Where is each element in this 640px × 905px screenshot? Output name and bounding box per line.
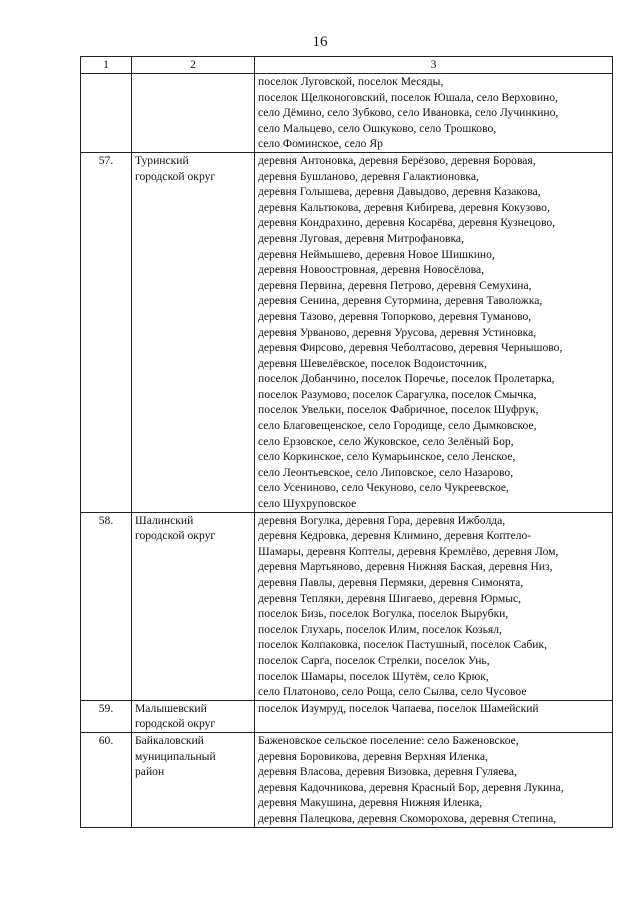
settlements-line: деревня Кадочникова, деревня Красный Бор, деревня Лукина,: [258, 780, 564, 794]
settlements-line: деревня Кедровка, деревня Климино, деревня Коптело-: [258, 529, 532, 543]
settlements-line: деревня Неймышево, деревня Новое Шишкино,: [258, 247, 495, 261]
settlements-line: Баженовское сельское поселение: село Баженовское,: [258, 733, 519, 747]
settlements-line: деревня Шевелёвское, поселок Водоисточник,: [258, 356, 487, 370]
settlements-line: поселок Добанчино, поселок Поречье, поселок Пролетарка,: [258, 372, 555, 386]
table-row: [81, 732, 613, 827]
settlements-line: село Шухруповское: [258, 497, 357, 511]
settlements-list: [255, 74, 613, 153]
settlements-line: деревня Новоостровная, деревня Новосёлова,: [258, 263, 485, 277]
municipality-name: [132, 152, 255, 512]
municipality-name-line: Байкаловский: [135, 733, 204, 747]
settlements-line: село Платоново, село Роща, село Сылва, село Чусовое: [258, 685, 527, 699]
municipality-name: [132, 74, 255, 153]
table-row: [81, 512, 613, 700]
settlements-line: деревня Боровикова, деревня Верхняя Иленка,: [258, 749, 488, 763]
settlements-line: деревня Тепляки, деревня Шигаево, деревня Юрмыс,: [258, 591, 522, 605]
settlements-line: село Усениново, село Чекуново, село Чукреевское,: [258, 481, 509, 495]
table-header-row: [81, 57, 613, 74]
settlements-line: деревня Луговая, деревня Митрофановка,: [258, 231, 464, 245]
settlements-line: поселок Изумруд, поселок Чапаева, поселок Шамейский: [258, 701, 539, 715]
row-number: 59.: [81, 700, 132, 732]
settlements-line: поселок Разумово, поселок Сарагулка, поселок Смычка,: [258, 387, 537, 401]
settlements-line: поселок Увельки, поселок Фабричное, поселок Шуфрук,: [258, 403, 539, 417]
page-number: 16: [312, 34, 328, 50]
header-cell-number: 1: [81, 57, 132, 74]
row-number: 58.: [81, 512, 132, 700]
settlements-list: [255, 732, 613, 827]
settlements-line: поселок Луговской, поселок Месяды,: [258, 75, 444, 88]
settlements-line: деревня Вогулка, деревня Гора, деревня Ижболда,: [258, 513, 506, 527]
row-number: 57.: [81, 152, 132, 512]
settlements-line: село Дёмино, село Зубково, село Ивановка, село Лучинкино,: [258, 106, 559, 120]
settlements-line: поселок Шамары, поселок Шутём, село Крюк,: [258, 669, 489, 683]
settlements-line: село Леонтьевское, село Липовское, село Назарово,: [258, 465, 514, 479]
settlements-line: поселок Щелконоговский, поселок Юшала, село Верховино,: [258, 90, 558, 104]
settlements-line: деревня Голышева, деревня Давыдово, деревня Казакова,: [258, 185, 541, 199]
settlements-table: [80, 56, 613, 828]
municipality-name: [132, 732, 255, 827]
row-number: [81, 74, 132, 153]
table-row: [81, 152, 613, 512]
municipality-name: [132, 512, 255, 700]
municipality-name-line: городской округ: [135, 529, 216, 543]
municipality-name-line: городской округ: [135, 169, 216, 183]
settlements-line: деревня Фирсово, деревня Чеболтасово, деревня Чернышово,: [258, 341, 563, 355]
municipality-name-line: район: [135, 765, 165, 779]
municipality-name-line: Шалинский: [135, 513, 194, 527]
settlements-line: деревня Палецкова, деревня Скоморохова, деревня Степина,: [258, 811, 557, 825]
settlements-line: село Коркинское, село Кумарьинское, село Ленское,: [258, 450, 516, 464]
settlements-line: поселок Бизь, поселок Вогулка, поселок Вырубки,: [258, 607, 509, 621]
municipality-name: [132, 700, 255, 732]
settlements-line: деревня Сенина, деревня Сутормина, деревня Таволожка,: [258, 294, 543, 308]
settlements-line: поселок Глухарь, поселок Илим, поселок Козьял,: [258, 622, 502, 636]
settlements-line: село Ерзовское, село Жуковское, село Зелёный Бор,: [258, 434, 514, 448]
header-cell-municipality: 2: [132, 57, 255, 74]
settlements-line: деревня Кондрахино, деревня Косарёва, деревня Кузнецово,: [258, 216, 556, 230]
municipality-name-line: Малышевский: [135, 701, 207, 715]
settlements-line: поселок Сарга, поселок Стрелки, поселок Унь,: [258, 653, 490, 667]
table-row: [81, 700, 613, 732]
settlements-line: деревня Власова, деревня Визовка, деревня Гуляева,: [258, 765, 517, 779]
settlements-list: [255, 512, 613, 700]
settlements-line: Шамары, деревня Коптелы, деревня Кремлёво, деревня Лом,: [258, 544, 559, 558]
municipality-name-line: городской округ: [135, 717, 216, 731]
settlements-list: [255, 152, 613, 512]
settlements-line: деревня Урваново, деревня Урусова, деревня Устиновка,: [258, 325, 537, 339]
settlements-line: поселок Колпаковка, поселок Пастушный, поселок Сабик,: [258, 638, 547, 652]
settlements-line: деревня Бушланово, деревня Галактионовка,: [258, 169, 479, 183]
municipality-name-line: муниципальный: [135, 749, 216, 763]
settlements-line: деревня Макушина, деревня Нижняя Иленка,: [258, 796, 483, 810]
settlements-line: деревня Мартьяново, деревня Нижняя Баская, деревня Низ,: [258, 560, 553, 574]
settlements-line: село Благовещенское, село Городище, село Дымковское,: [258, 419, 537, 433]
row-number: 60.: [81, 732, 132, 827]
settlements-line: село Фоминское, село Яр: [258, 137, 383, 151]
settlements-line: деревня Первина, деревня Петрово, деревня Семухина,: [258, 278, 532, 292]
table-row: [81, 74, 613, 153]
settlements-line: деревня Павлы, деревня Пермяки, деревня Симонята,: [258, 576, 524, 589]
settlements-list: [255, 700, 613, 732]
header-cell-settlements: 3: [255, 57, 613, 74]
settlements-line: село Мальцево, село Ошкуково, село Трошково,: [258, 121, 497, 135]
municipality-name-line: Туринский: [135, 153, 189, 167]
settlements-line: деревня Антоновка, деревня Берёзово, деревня Боровая,: [258, 153, 536, 167]
settlements-line: деревня Кальтюкова, деревня Кибирева, деревня Кокузово,: [258, 200, 550, 214]
settlements-line: деревня Тазово, деревня Топорково, деревня Туманово,: [258, 309, 532, 323]
